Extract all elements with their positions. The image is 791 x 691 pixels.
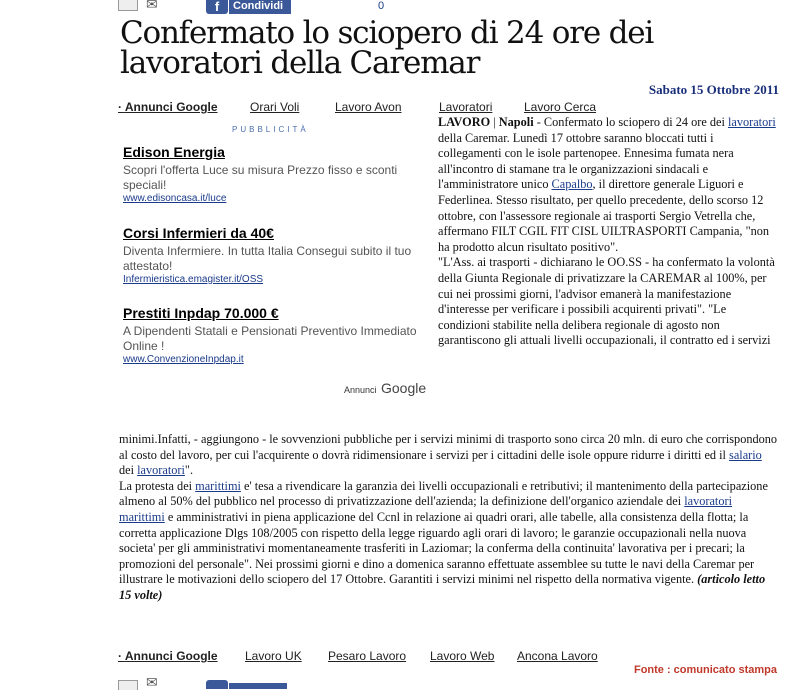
link-marittimi[interactable]: marittimi <box>119 509 165 524</box>
facebook-share-button[interactable] <box>229 683 287 689</box>
annunci-google-link[interactable]: · Annunci Google <box>118 100 218 114</box>
link-lavoratori[interactable]: lavoratori <box>727 115 776 129</box>
article-headline: Confermato lo sciopero di 24 ore dei lavoratori della Caremar <box>120 15 654 81</box>
ad-link-lavoratori[interactable]: Lavoratori <box>439 100 493 114</box>
ad-links-bar-bottom <box>118 649 618 663</box>
annunci-google-logo[interactable] <box>344 380 426 398</box>
ad-description: Diventa Infermiere. In tutta Italia Consegui subito il tuo attestato! <box>123 244 412 273</box>
ad-block[interactable] <box>123 225 423 285</box>
link-marittimi[interactable]: marittimi <box>195 478 241 493</box>
link-lavoratori[interactable]: lavoratori <box>137 463 185 478</box>
print-icon[interactable] <box>118 0 138 11</box>
facebook-share-button[interactable]: Condividi <box>229 0 291 14</box>
article-city: Napoli <box>498 115 534 129</box>
read-count: (articolo letto 15 volte) <box>119 572 766 602</box>
ad-url[interactable]: Infermieristica.emagister.it/OSS <box>123 274 264 285</box>
article-body-full <box>119 432 779 604</box>
ad-links-bar-top <box>118 100 608 114</box>
link-capalbo[interactable]: Capalbo <box>551 177 593 192</box>
ad-link-lavoro-web[interactable]: Lavoro Web <box>430 649 495 663</box>
ad-url[interactable]: www.edisoncasa.it/luce <box>123 193 227 204</box>
ad-link-lavoro-avon[interactable]: Lavoro Avon <box>335 100 402 114</box>
ad-description: A Dipendenti Statali e Pensionati Preventivo Immediato Online ! <box>123 324 417 353</box>
article-paragraph-2-continued: minimi.Infatti, - aggiungono - le sovvenzioni pubbliche per i servizi minimi di trasporto sono circa 20 mln. di euro che corrispondono al costo del lavoro, per cui l'acquirente o dovrà ridimensionare i servizi per i cittadini delle isole oppure ridurre i diritti ed il salario dei lavoratori". <box>119 432 778 478</box>
ad-url[interactable]: www.ConvenzioneInpdap.it <box>123 354 244 365</box>
article-paragraph-1: LAVORO | Napoli - Confermato lo sciopero di 24 ore dei lavoratori della Caremar. Lunedì 17 ottobre saranno bloccati tutti i collegamenti con le isole partenopee. Ennesima fumata nera all'incontro di stamane tra le organizzazioni sindacali e l'amministratore unico Capalbo, il direttore generale Liguori e Federlinea. Stesso risultato, per quello precedente, dello scorso 12 ottobre, con l'assessore regionale ai trasporti Sergio Vetrella che, affermano FILT CGIL FIT CISL UILTRASPORTI Campania, "non ha prodotto alcun risultato positivo". <box>438 115 776 254</box>
ad-block[interactable] <box>123 305 423 365</box>
ad-link-ancona-lavoro[interactable]: Ancona Lavoro <box>517 649 598 663</box>
source-credit: Fonte : comunicato stampa <box>633 664 777 676</box>
annunci-google-link[interactable]: · Annunci Google <box>118 649 218 663</box>
ad-link-lavoro-uk[interactable]: Lavoro UK <box>245 649 302 663</box>
ad-title[interactable]: Prestiti Inpdap 70.000 € <box>123 305 279 321</box>
google-logo: Google <box>380 380 427 396</box>
article-section: LAVORO <box>438 115 491 129</box>
ad-title[interactable]: Edison Energia <box>123 144 225 160</box>
email-icon[interactable]: ✉ <box>146 675 158 691</box>
article-paragraph-2: "L'Ass. ai trasporti - dichiarano le OO.SS - ha confermato la volontà della Giunta Regionale di privatizzare la CAREMAR al 100%, per cui nei prossimi giorni, l'advisor emanerà la manifestazione d'interesse per verificare i possibili acquirenti privati". "Le condizioni stabilite nella delibera regionale di agosto non garantiscono gli attuali livelli occupazionali, il contratto ed i servizi <box>438 255 775 348</box>
ad-link-lavoro-cerca[interactable]: Lavoro Cerca <box>524 100 597 114</box>
ad-link-orari-voli[interactable]: Orari Voli <box>250 100 300 114</box>
ad-title[interactable]: Corsi Infermieri da 40€ <box>123 225 274 241</box>
article-date: Sabato 15 Ottobre 2011 <box>648 82 779 97</box>
ad-block[interactable] <box>123 144 423 204</box>
link-salario[interactable]: salario <box>729 447 762 462</box>
pubblicita-label: PUBBLICITÀ <box>232 125 309 134</box>
facebook-icon[interactable]: f <box>206 0 228 14</box>
email-icon[interactable]: ✉ <box>146 0 158 13</box>
link-lavoratori[interactable]: lavoratori <box>684 494 733 509</box>
facebook-icon[interactable] <box>206 680 228 689</box>
article-paragraph-3: La protesta dei marittimi e' tesa a rivendicare la garanzia dei livelli occupazionali e retributivi; il mantenimento della partecipazione almeno al 50% del pubblico nel processo di privatizzazione dell'azienda; la definizione dell'organico aziendale dei lavoratori marittimi e amministrativi in piena applicazione del Ccnl in relazione ai quadri orari, alle tabelle, alla consistenza della flotta; la corretta applicazione Dlgs 108/2005 con rispetto della legge riguardo agli orari di lavoro; le garanzie occupazionali nella nuova societa' per gli amministrativi momentaneamente trasferiti in Laziomar; la conferma della continuita' lavorativa per i precari; la promozioni del personale". Nei prossimi giorni e dino a domenica saranno effettuate assemblee su tutte le navi della Caremar per illustrare le motivazioni dello sciopero del 17 Ottobre. Garantiti i servizi minimi nel rispetto della normativa vigente. (articolo letto 15 volte) <box>119 478 768 602</box>
ad-link-pesaro-lavoro[interactable]: Pesaro Lavoro <box>328 649 407 663</box>
annunci-google-prefix: Annunci <box>344 385 377 395</box>
ad-description: Scopri l'offerta Luce su misura Prezzo fisso e sconti speciali! <box>123 163 398 192</box>
article-body-column <box>438 115 778 349</box>
share-count: 0 <box>378 0 385 12</box>
